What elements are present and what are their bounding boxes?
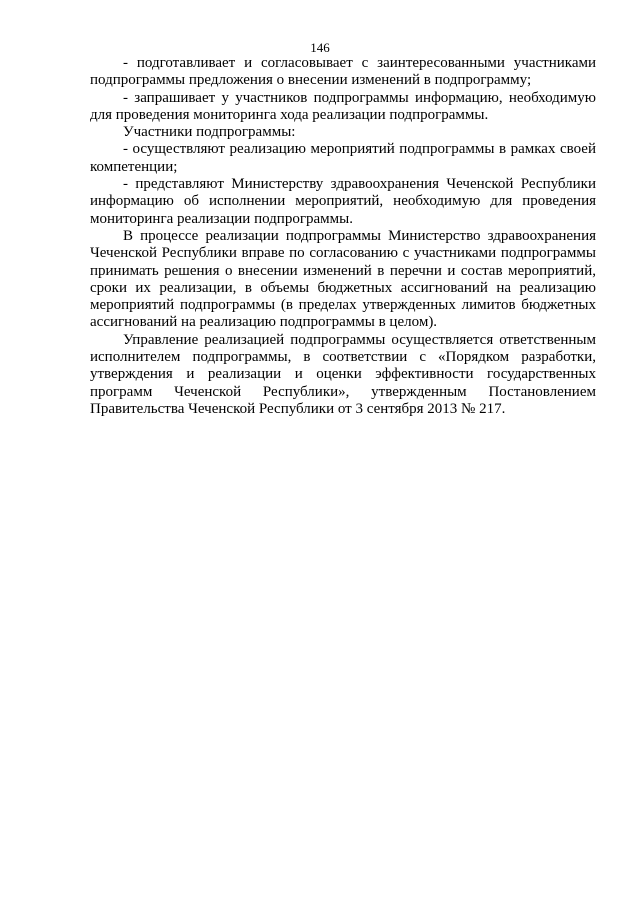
document-body	[90, 55, 596, 418]
page-number: 146	[310, 40, 330, 55]
paragraph-implement-activities: - осуществляют реализацию мероприятий подпрограммы в рамках своей компетенции;	[90, 141, 596, 175]
paragraph-participants-heading: Участники подпрограммы:	[123, 124, 296, 141]
paragraph-ministry-decisions: В процессе реализации подпрограммы Министерство здравоохранения Чеченской Республики вправе по согласованию с участниками подпрограммы принимать решения о внесении изменений в перечни и состав мероприятий, сроки их реализации, в объемы бюджетных ассигнований на реализацию мероприятий подпрограммы (в пределах утвержденных лимитов бюджетных ассигнований на реализацию подпрограммы в целом).	[90, 227, 596, 331]
paragraph-report-to-ministry: - представляют Министерству здравоохранения Чеченской Республики информацию об исполнении мероприятий, необходимую для проведения мониторинга реализации подпрограммы.	[90, 176, 596, 227]
paragraph-prepare-proposals: - подготавливает и согласовывает с заинтересованными участниками подпрограммы предложения о внесении изменений в подпрограмму;	[90, 55, 596, 89]
paragraph-request-information: - запрашивает у участников подпрограммы информацию, необходимую для проведения мониторинга хода реализации подпрограммы.	[90, 89, 596, 123]
paragraph-program-management: Управление реализацией подпрограммы осуществляется ответственным исполнителем подпрограммы, в соответствии с «Порядком разработки, утверждения и реализации и оценки эффективности государственных программ Чеченской Республики», утвержденным Постановлением Правительства Чеченской Республики от 3 сентября 2013 № 217.	[90, 331, 596, 417]
